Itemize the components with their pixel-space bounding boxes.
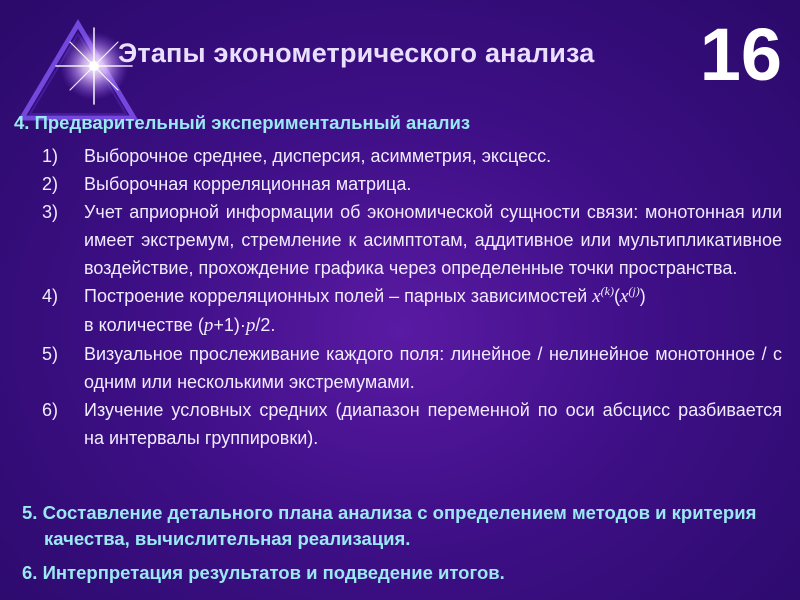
paren-close: ) [639,286,646,306]
item-number: 2) [42,174,59,194]
list-item [42,396,782,452]
section-5-heading: 5. Составление детального плана анализа с определением методов и критерия качества, вычислительная реализация. [22,502,757,549]
item-number: 6) [42,400,59,420]
list-item [42,198,782,282]
math-var-x: x [592,286,601,307]
item-text: Выборочная корреляционная матрица. [84,174,412,194]
paren-open: ( [613,286,620,306]
math-var-p: p [245,315,256,336]
item-text: Построение корреляционных полей – парных зависимостей [84,286,593,306]
slide-number: 16 [699,13,782,96]
slide-title: Этапы эконометрического анализа [118,38,595,68]
star-logo-icon [8,14,148,124]
item-text: Выборочное среднее, дисперсия, асимметрия, эксцесс. [84,146,552,166]
section-6-heading: 6. Интерпретация результатов и подведение итогов. [22,562,505,583]
item-text-line2: в количестве ( [84,315,204,335]
item-text: Изучение условных средних (диапазон переменной по оси абсцисс разбивается на интервалы группировки). [84,400,782,448]
list-item [42,282,782,340]
item-text-mid: +1)· [213,315,246,335]
math-var-p: p [203,315,214,336]
item-text-end: /2. [255,315,276,335]
item-number: 4) [42,286,59,306]
analysis-steps-list [42,142,782,452]
superscript-k: (k) [600,284,614,298]
item-number: 3) [42,202,59,222]
math-var-x: x [619,286,629,307]
superscript-j: (j) [628,284,640,298]
list-item [42,142,782,170]
item-text: Учет априорной информации об экономической сущности связи: монотонная или имеет экстремум, стремление к асимптотам, аддитивное или мультипликативное воздействие, прохождение графика через определенные точки пространства. [84,202,782,278]
item-number: 1) [42,146,59,166]
list-item [42,170,782,198]
item-number: 5) [42,344,59,364]
item-text: Визуальное прослеживание каждого поля: линейное / нелинейное монотонное / с одним или несколькими экстремумами. [84,344,782,392]
section-4-heading: 4. Предварительный экспериментальный анализ [14,112,471,133]
list-item [42,340,782,396]
